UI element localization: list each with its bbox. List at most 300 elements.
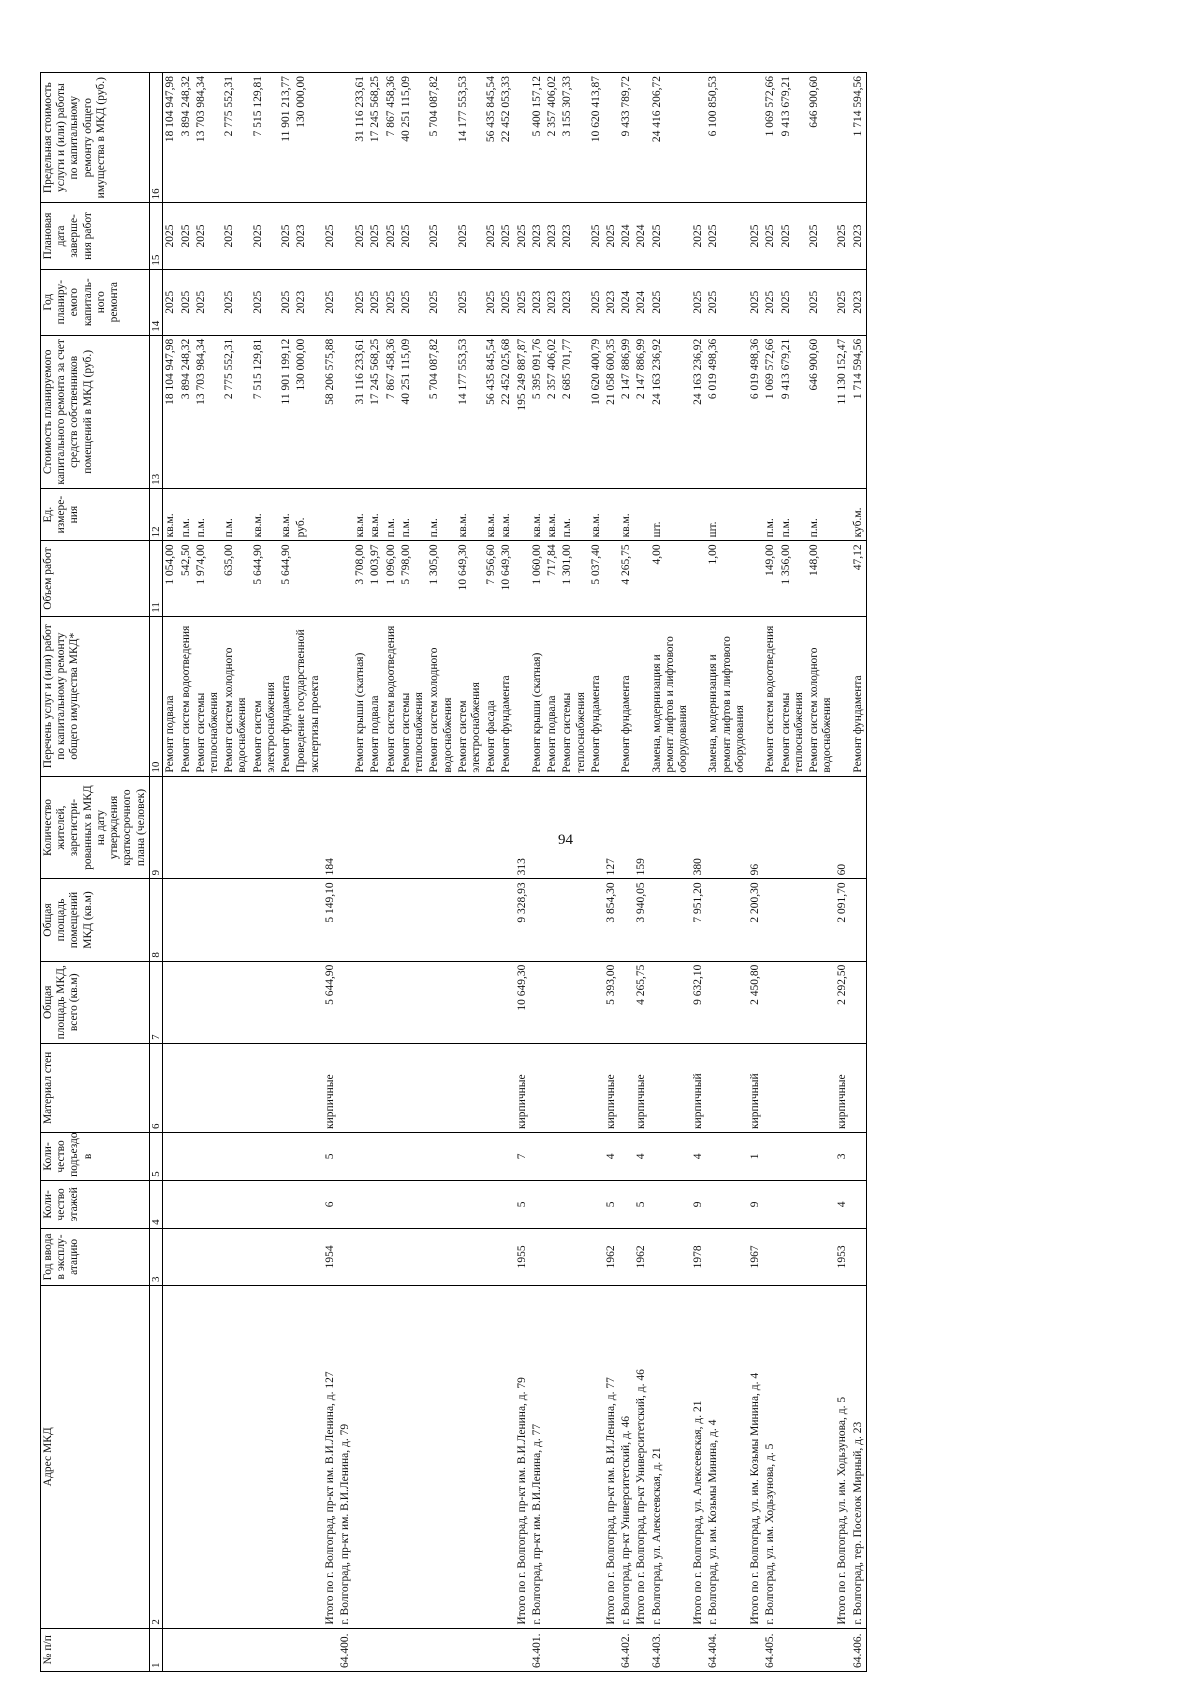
repair-year-cell: 2024 — [634, 269, 649, 335]
completion-date-cell: 2025 — [384, 203, 399, 269]
work-row — [222, 73, 250, 1672]
unit-cell: кв.м. — [589, 488, 604, 541]
owner-funds-cost-cell: 1 714 594,56 — [851, 335, 867, 488]
floors-cell — [650, 1180, 692, 1228]
max-cost-cell: 2 775 552,31 — [222, 73, 250, 203]
work-row — [179, 73, 194, 1672]
address-cell — [279, 1285, 294, 1628]
repair-year-cell: 2025 — [353, 269, 368, 335]
entrances-cell: 4 — [634, 1132, 649, 1180]
repair-year-cell: 2023 — [604, 269, 619, 335]
max-cost-cell: 22 452 053,33 — [499, 73, 514, 203]
floors-cell — [163, 1180, 179, 1228]
work-row — [484, 73, 499, 1672]
floors-cell — [484, 1180, 499, 1228]
floors-cell — [545, 1180, 560, 1228]
year-built-cell — [619, 1228, 634, 1285]
max-cost-cell: 9 413 679,21 — [779, 73, 807, 203]
premises-area-cell — [368, 879, 383, 961]
floors-cell — [194, 1180, 222, 1228]
work-type-cell: Замена, модернизация и ремонт лифтов и лифтового оборудования — [650, 616, 692, 776]
col-header-13: Стоимость планируемого капитального ремонта за счет средств собственников помещений в МКД (руб.) — [41, 335, 150, 488]
owner-funds-cost-cell — [338, 335, 353, 488]
max-cost-cell: 24 416 206,72 — [650, 73, 692, 203]
repair-year-cell: 2025 — [807, 269, 835, 335]
wall-material-cell — [499, 1043, 514, 1132]
total-row — [323, 73, 338, 1672]
col-number: 6 — [149, 1043, 163, 1132]
col-header-12: Ед. измере-ния — [41, 488, 150, 541]
work-volume-cell: 1 054,00 — [163, 541, 179, 616]
work-type-cell: Ремонт фундамента — [279, 616, 294, 776]
address-cell: г. Волгоград, ул. им. Козьмы Минина, д. 4 — [706, 1285, 748, 1628]
completion-date-cell: 2025 — [323, 203, 338, 269]
floors-cell — [427, 1180, 455, 1228]
row-number-cell — [604, 1628, 619, 1671]
max-cost-cell — [691, 73, 706, 203]
work-volume-cell: 1 060,00 — [530, 541, 545, 616]
owner-funds-cost-cell: 646 900,60 — [807, 335, 835, 488]
wall-material-cell — [456, 1043, 484, 1132]
total-area-cell — [706, 961, 748, 1043]
address-cell — [779, 1285, 807, 1628]
residents-cell — [650, 776, 692, 879]
year-built-cell — [399, 1228, 427, 1285]
floors-cell: 5 — [515, 1180, 530, 1228]
floors-cell — [530, 1180, 545, 1228]
row-number-cell — [515, 1628, 530, 1671]
max-cost-cell: 18 104 947,98 — [163, 73, 179, 203]
work-type-cell — [748, 616, 763, 776]
work-type-cell: Ремонт фасада — [484, 616, 499, 776]
year-built-cell — [763, 1228, 778, 1285]
residents-cell: 313 — [515, 776, 530, 879]
completion-date-cell: 2025 — [604, 203, 619, 269]
unit-cell: кв.м. — [279, 488, 294, 541]
total-row — [691, 73, 706, 1672]
unit-cell — [748, 488, 763, 541]
max-cost-cell — [604, 73, 619, 203]
work-volume-cell: 542,50 — [179, 541, 194, 616]
work-row — [779, 73, 807, 1672]
floors-cell — [706, 1180, 748, 1228]
total-area-cell — [779, 961, 807, 1043]
owner-funds-cost-cell: 22 452 025,68 — [499, 335, 514, 488]
row-number-cell: 64.403. — [650, 1628, 692, 1671]
completion-date-cell: 2025 — [279, 203, 294, 269]
entrances-cell — [779, 1132, 807, 1180]
row-number-cell — [807, 1628, 835, 1671]
work-volume-cell: 635,00 — [222, 541, 250, 616]
repair-year-cell: 2023 — [851, 269, 867, 335]
total-area-cell — [384, 961, 399, 1043]
unit-cell: кв.м. — [456, 488, 484, 541]
max-cost-cell: 7 867 458,36 — [384, 73, 399, 203]
premises-area-cell — [194, 879, 222, 961]
work-type-cell: Ремонт фундамента — [499, 616, 514, 776]
unit-cell: п.м. — [427, 488, 455, 541]
work-type-cell: Ремонт фундамента — [589, 616, 604, 776]
entrances-cell — [619, 1132, 634, 1180]
floors-cell: 6 — [323, 1180, 338, 1228]
work-row — [384, 73, 399, 1672]
wall-material-cell — [163, 1043, 179, 1132]
page-number: 94 — [558, 832, 573, 848]
residents-cell — [456, 776, 484, 879]
entrances-cell — [650, 1132, 692, 1180]
residents-cell — [194, 776, 222, 879]
residents-cell — [163, 776, 179, 879]
col-header-2: Адрес МКД — [41, 1285, 150, 1628]
max-cost-cell: 5 400 157,12 — [530, 73, 545, 203]
address-cell: Итого по г. Волгоград, пр-кт им. В.И.Ленина, д. 77 — [604, 1285, 619, 1628]
residents-cell: 184 — [323, 776, 338, 879]
wall-material-cell — [530, 1043, 545, 1132]
owner-funds-cost-cell: 195 249 887,87 — [515, 335, 530, 488]
total-area-cell — [619, 961, 634, 1043]
address-cell — [499, 1285, 514, 1628]
completion-date-cell: 2025 — [194, 203, 222, 269]
row-number-cell — [294, 1628, 322, 1671]
address-cell — [251, 1285, 279, 1628]
year-built-cell — [650, 1228, 692, 1285]
completion-date-cell: 2023 — [560, 203, 588, 269]
row-number-cell — [163, 1628, 179, 1671]
row-number-cell — [560, 1628, 588, 1671]
repair-year-cell: 2025 — [779, 269, 807, 335]
unit-cell: п.м. — [560, 488, 588, 541]
unit-cell: кв.м. — [368, 488, 383, 541]
entrances-cell: 5 — [323, 1132, 338, 1180]
completion-date-cell: 2023 — [545, 203, 560, 269]
total-area-cell: 2 450,80 — [748, 961, 763, 1043]
entrances-cell — [560, 1132, 588, 1180]
floors-cell — [619, 1180, 634, 1228]
entrances-cell — [589, 1132, 604, 1180]
unit-cell: п.м. — [779, 488, 807, 541]
completion-date-cell: 2025 — [456, 203, 484, 269]
year-built-cell: 1953 — [835, 1228, 850, 1285]
entrances-cell — [384, 1132, 399, 1180]
row-number-cell: 64.401. — [530, 1628, 545, 1671]
repair-year-cell: 2023 — [294, 269, 322, 335]
work-type-cell: Ремонт подвала — [368, 616, 383, 776]
floors-cell: 4 — [835, 1180, 850, 1228]
row-number-cell — [399, 1628, 427, 1671]
residents-cell: 127 — [604, 776, 619, 879]
unit-cell: руб. — [294, 488, 322, 541]
wall-material-cell — [779, 1043, 807, 1132]
work-row — [399, 73, 427, 1672]
entrances-cell — [499, 1132, 514, 1180]
unit-cell: п.м. — [399, 488, 427, 541]
residents-cell — [779, 776, 807, 879]
repair-year-cell: 2025 — [748, 269, 763, 335]
unit-cell — [835, 488, 850, 541]
residents-cell — [179, 776, 194, 879]
wall-material-cell — [427, 1043, 455, 1132]
total-area-cell — [294, 961, 322, 1043]
max-cost-cell: 14 177 553,53 — [456, 73, 484, 203]
work-type-cell — [323, 616, 338, 776]
address-cell: г. Волгоград, пр-кт им. В.И.Ленина, д. 79 — [338, 1285, 353, 1628]
address-cell — [368, 1285, 383, 1628]
work-volume-cell: 1,00 — [706, 541, 748, 616]
work-volume-cell — [748, 541, 763, 616]
entrances-cell — [338, 1132, 353, 1180]
wall-material-cell: кирпичный — [691, 1043, 706, 1132]
work-volume-cell: 10 649,30 — [456, 541, 484, 616]
unit-cell: п.м. — [763, 488, 778, 541]
owner-funds-cost-cell: 21 058 600,35 — [604, 335, 619, 488]
year-built-cell — [338, 1228, 353, 1285]
address-cell — [807, 1285, 835, 1628]
completion-date-cell: 2025 — [515, 203, 530, 269]
table-body — [163, 73, 867, 1672]
residents-cell: 96 — [748, 776, 763, 879]
work-row — [807, 73, 835, 1672]
work-type-cell — [515, 616, 530, 776]
year-built-cell — [163, 1228, 179, 1285]
completion-date-cell: 2025 — [835, 203, 850, 269]
row-number-cell — [427, 1628, 455, 1671]
completion-date-cell: 2025 — [251, 203, 279, 269]
entrances-cell: 4 — [691, 1132, 706, 1180]
residents-cell — [545, 776, 560, 879]
repair-year-cell: 2025 — [384, 269, 399, 335]
premises-area-cell: 7 951,20 — [691, 879, 706, 961]
entrances-cell — [545, 1132, 560, 1180]
total-area-cell — [851, 961, 867, 1043]
col-header-7: Общая площадь МКД, всего (кв.м) — [41, 961, 150, 1043]
entrances-cell: 1 — [748, 1132, 763, 1180]
year-built-cell — [427, 1228, 455, 1285]
premises-area-cell — [484, 879, 499, 961]
work-row — [589, 73, 604, 1672]
total-area-cell: 2 292,50 — [835, 961, 850, 1043]
wall-material-cell — [294, 1043, 322, 1132]
col-header-4: Коли-чество этажей — [41, 1180, 150, 1228]
work-volume-cell: 1 096,00 — [384, 541, 399, 616]
total-area-cell — [560, 961, 588, 1043]
premises-area-cell: 5 149,10 — [323, 879, 338, 961]
repair-year-cell: 2023 — [545, 269, 560, 335]
row-number-cell — [748, 1628, 763, 1671]
row-number-cell — [323, 1628, 338, 1671]
work-type-cell: Замена, модернизация и ремонт лифтов и лифтового оборудования — [706, 616, 748, 776]
residents-cell — [807, 776, 835, 879]
repair-year-cell: 2025 — [279, 269, 294, 335]
max-cost-cell: 6 100 850,53 — [706, 73, 748, 203]
total-area-cell — [545, 961, 560, 1043]
work-row — [851, 73, 867, 1672]
address-cell: г. Волгоград, тер. Поселок Мирный, д. 23 — [851, 1285, 867, 1628]
row-number-cell — [384, 1628, 399, 1671]
wall-material-cell — [279, 1043, 294, 1132]
col-header-1: № п/п — [41, 1628, 150, 1671]
work-type-cell: Ремонт системы теплоснабжения — [560, 616, 588, 776]
row-number-cell — [222, 1628, 250, 1671]
premises-area-cell — [251, 879, 279, 961]
col-header-11: Объем работ — [41, 541, 150, 616]
repair-year-cell: 2025 — [222, 269, 250, 335]
unit-cell: куб.м. — [851, 488, 867, 541]
entrances-cell — [194, 1132, 222, 1180]
completion-date-cell: 2025 — [706, 203, 748, 269]
work-volume-cell: 1 356,00 — [779, 541, 807, 616]
work-volume-cell: 47,12 — [851, 541, 867, 616]
work-type-cell — [835, 616, 850, 776]
max-cost-cell: 1 714 594,56 — [851, 73, 867, 203]
year-built-cell — [368, 1228, 383, 1285]
total-area-cell: 4 265,75 — [634, 961, 649, 1043]
year-built-cell — [589, 1228, 604, 1285]
repair-year-cell: 2025 — [399, 269, 427, 335]
total-area-cell: 9 632,10 — [691, 961, 706, 1043]
year-built-cell — [222, 1228, 250, 1285]
owner-funds-cost-cell: 2 775 552,31 — [222, 335, 250, 488]
total-area-cell — [650, 961, 692, 1043]
row-number-cell: 64.402. — [619, 1628, 634, 1671]
premises-area-cell — [545, 879, 560, 961]
owner-funds-cost-cell: 40 251 115,09 — [399, 335, 427, 488]
work-volume-cell: 5 644,90 — [251, 541, 279, 616]
col-number: 3 — [149, 1228, 163, 1285]
col-header-3: Год ввода в эксплу-атацию — [41, 1228, 150, 1285]
unit-cell: п.м. — [194, 488, 222, 541]
owner-funds-cost-cell: 3 894 248,32 — [179, 335, 194, 488]
address-cell — [294, 1285, 322, 1628]
work-type-cell: Ремонт фундамента — [619, 616, 634, 776]
max-cost-cell — [634, 73, 649, 203]
year-built-cell — [456, 1228, 484, 1285]
completion-date-cell: 2025 — [368, 203, 383, 269]
work-volume-cell — [634, 541, 649, 616]
col-header-9: Количество жителей, зарегистри-рованных в МКД на дату утверждения краткосрочного плана (человек) — [41, 776, 150, 879]
premises-area-cell — [706, 879, 748, 961]
work-volume-cell — [515, 541, 530, 616]
wall-material-cell — [706, 1043, 748, 1132]
owner-funds-cost-cell: 18 104 947,98 — [163, 335, 179, 488]
work-row — [251, 73, 279, 1672]
floors-cell: 5 — [604, 1180, 619, 1228]
address-cell — [560, 1285, 588, 1628]
address-cell — [589, 1285, 604, 1628]
wall-material-cell — [399, 1043, 427, 1132]
wall-material-cell — [384, 1043, 399, 1132]
work-volume-cell: 5 798,00 — [399, 541, 427, 616]
work-row — [294, 73, 322, 1672]
work-type-cell: Ремонт систем холодного водоснабжения — [807, 616, 835, 776]
row-number-cell: 64.404. — [706, 1628, 748, 1671]
max-cost-cell: 9 433 789,72 — [619, 73, 634, 203]
wall-material-cell — [338, 1043, 353, 1132]
repair-year-cell: 2025 — [706, 269, 748, 335]
year-built-cell — [194, 1228, 222, 1285]
premises-area-cell — [763, 879, 778, 961]
owner-funds-cost-cell: 5 704 087,82 — [427, 335, 455, 488]
col-header-6: Материал стен — [41, 1043, 150, 1132]
total-area-cell: 5 644,90 — [323, 961, 338, 1043]
work-volume-cell: 149,00 — [763, 541, 778, 616]
residents-cell — [353, 776, 368, 879]
total-area-cell — [530, 961, 545, 1043]
row-number-cell — [353, 1628, 368, 1671]
total-area-cell — [353, 961, 368, 1043]
residents-cell — [706, 776, 748, 879]
floors-cell — [279, 1180, 294, 1228]
max-cost-cell: 13 703 984,34 — [194, 73, 222, 203]
total-area-cell — [456, 961, 484, 1043]
address-cell — [384, 1285, 399, 1628]
repair-year-cell: 2025 — [691, 269, 706, 335]
row-number-cell — [545, 1628, 560, 1671]
floors-cell — [779, 1180, 807, 1228]
repair-year-cell: 2025 — [763, 269, 778, 335]
owner-funds-cost-cell: 24 163 236,92 — [650, 335, 692, 488]
work-type-cell — [338, 616, 353, 776]
floors-cell — [456, 1180, 484, 1228]
col-header-15: Плановая дата заверше-ния работ — [41, 203, 150, 269]
max-cost-cell: 31 116 233,61 — [353, 73, 368, 203]
completion-date-cell: 2025 — [748, 203, 763, 269]
total-area-cell — [222, 961, 250, 1043]
repair-year-cell: 2025 — [323, 269, 338, 335]
wall-material-cell — [589, 1043, 604, 1132]
floors-cell — [368, 1180, 383, 1228]
repair-year-cell: 2023 — [560, 269, 588, 335]
entrances-cell — [484, 1132, 499, 1180]
address-cell — [484, 1285, 499, 1628]
max-cost-cell — [748, 73, 763, 203]
owner-funds-cost-cell: 13 703 984,34 — [194, 335, 222, 488]
floors-cell — [499, 1180, 514, 1228]
wall-material-cell: кирпичный — [748, 1043, 763, 1132]
unit-cell: кв.м. — [163, 488, 179, 541]
max-cost-cell: 56 435 845,54 — [484, 73, 499, 203]
residents-cell — [279, 776, 294, 879]
max-cost-cell: 3 155 307,33 — [560, 73, 588, 203]
work-type-cell: Ремонт систем электроснабжения — [251, 616, 279, 776]
floors-cell — [222, 1180, 250, 1228]
year-built-cell — [851, 1228, 867, 1285]
work-type-cell: Ремонт фундамента — [851, 616, 867, 776]
owner-funds-cost-cell: 10 620 400,79 — [589, 335, 604, 488]
repair-year-cell: 2025 — [163, 269, 179, 335]
entrances-cell — [706, 1132, 748, 1180]
completion-date-cell: 2025 — [399, 203, 427, 269]
work-type-cell: Ремонт подвала — [545, 616, 560, 776]
year-built-cell — [484, 1228, 499, 1285]
row-number-cell — [251, 1628, 279, 1671]
completion-date-cell: 2025 — [763, 203, 778, 269]
work-row — [194, 73, 222, 1672]
work-type-cell: Ремонт крыши (скатная) — [530, 616, 545, 776]
owner-funds-cost-cell: 11 901 199,12 — [279, 335, 294, 488]
residents-cell — [399, 776, 427, 879]
row-number-cell — [835, 1628, 850, 1671]
address-cell: Итого по г. Волгоград, пр-кт им. В.И.Ленина, д. 79 — [515, 1285, 530, 1628]
wall-material-cell — [560, 1043, 588, 1132]
col-number: 4 — [149, 1180, 163, 1228]
wall-material-cell — [650, 1043, 692, 1132]
year-built-cell — [353, 1228, 368, 1285]
max-cost-cell: 10 620 413,87 — [589, 73, 604, 203]
col-number: 5 — [149, 1132, 163, 1180]
total-area-cell — [251, 961, 279, 1043]
premises-area-cell — [163, 879, 179, 961]
unit-cell — [515, 488, 530, 541]
